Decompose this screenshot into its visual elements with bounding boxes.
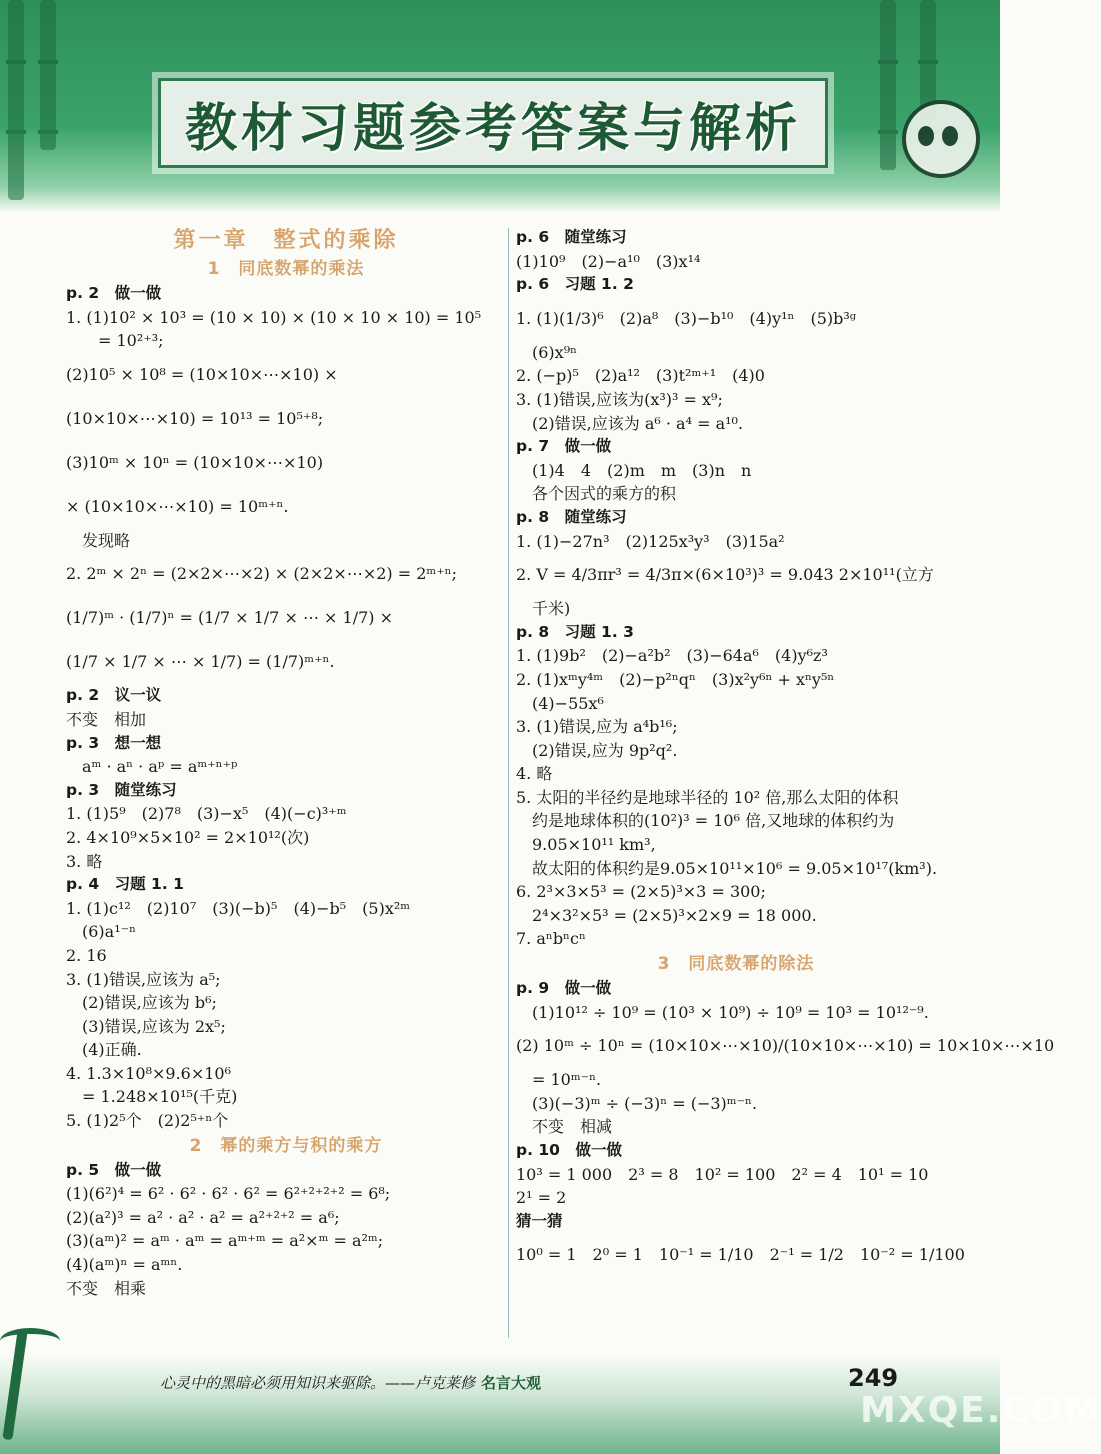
left-column	[66, 226, 506, 1300]
answer-line: (4)(aᵐ)ⁿ = aᵐⁿ.	[66, 1255, 183, 1275]
answer-line: aᵐ · aⁿ · aᵖ = aᵐ⁺ⁿ⁺ᵖ	[82, 757, 238, 777]
answer-line: (6)a¹⁻ⁿ	[82, 922, 136, 942]
page-title: 教材习题参考答案与解析	[184, 98, 801, 159]
answer-line: 3. 略	[66, 851, 103, 871]
right-column	[516, 226, 1055, 1277]
answer-line: 3. (1)错误,应该为 a⁵;	[66, 969, 221, 989]
answer-line: 10⁰ = 1 2⁰ = 1 10⁻¹ = 1/10 2⁻¹ = 1/2 10⁻² = 1/100	[516, 1245, 965, 1265]
answer-line: × (10×10×⋯×10) = 10ᵐ⁺ⁿ.	[66, 496, 289, 516]
quote-text: 心灵中的黑暗必须用知识来驱除。——卢克莱修	[160, 1374, 476, 1392]
answer-line: 2. 4×10⁹×5×10² = 2×10¹²(次)	[66, 827, 310, 847]
answer-line: (2) 10ᵐ ÷ 10ⁿ = (10×10×⋯×10)/(10×10×⋯×10) = 10×10×⋯×10	[516, 1036, 1055, 1056]
exercise-heading: p. 10 做一做	[516, 1141, 622, 1159]
answer-line: (6)x⁹ⁿ	[532, 342, 578, 362]
answer-line: (2)10⁵ × 10⁸ = (10×10×⋯×10) ×	[66, 364, 338, 384]
answer-line: (1)10⁹ (2)−a¹⁰ (3)x¹⁴	[516, 251, 701, 271]
exercise-heading: p. 8 习题 1. 3	[516, 622, 634, 641]
quote-tag: 名言大观	[481, 1374, 542, 1392]
answer-line: (2)错误,应为 9p²q².	[532, 740, 678, 760]
section-title: 2 幂的乘方与积的乘方	[189, 1135, 383, 1156]
panda-icon	[902, 100, 980, 178]
answer-line: (3)(aᵐ)² = aᵐ · aᵐ = aᵐ⁺ᵐ = a²×ᵐ = a²ᵐ;	[66, 1231, 384, 1251]
answer-line: 不变 相加	[66, 709, 147, 729]
answer-line: 1. (1)−27n³ (2)125x³y³ (3)15a²	[516, 531, 785, 551]
bamboo-decoration	[880, 0, 896, 170]
exercise-heading: p. 7 做一做	[516, 437, 612, 456]
answer-line: (1/7)ᵐ · (1/7)ⁿ = (1/7 × 1/7 × ⋯ × 1/7) ×	[66, 608, 393, 628]
answer-line: = 1.248×10¹⁵(千克)	[82, 1087, 238, 1107]
exercise-heading: p. 6 习题 1. 2	[516, 275, 634, 294]
exercise-heading: p. 3 随堂练习	[66, 780, 177, 799]
answer-line: 不变 相乘	[66, 1278, 147, 1298]
answer-line: 5. (1)2⁵个 (2)2⁵⁺ⁿ个	[66, 1111, 229, 1131]
answer-line: 3. (1)错误,应为 a⁴b¹⁶;	[516, 717, 678, 737]
answer-line: 1. (1)(1/3)⁶ (2)a⁸ (3)−b¹⁰ (4)y¹ⁿ (5)b³ᵍ	[516, 308, 857, 328]
answer-line: (3)(−3)ᵐ ÷ (−3)ⁿ = (−3)ᵐ⁻ⁿ.	[532, 1093, 758, 1113]
exercise-heading: p. 4 习题 1. 1	[66, 875, 184, 894]
bamboo-decoration	[8, 0, 24, 200]
answer-line: (4)正确.	[82, 1040, 142, 1060]
answer-line: 3. (1)错误,应该为(x³)³ = x⁹;	[516, 389, 723, 409]
exercise-heading: p. 3 想一想	[66, 733, 162, 752]
answer-line: 发现略	[82, 530, 131, 550]
palm-leaf-icon	[0, 1328, 60, 1354]
answer-line: 千米)	[532, 599, 571, 619]
answer-line: 1. (1)10² × 10³ = (10 × 10) × (10 × 10 × 10) = 10⁵	[66, 307, 482, 327]
footer-quote	[160, 1372, 541, 1393]
answer-line: (3)10ᵐ × 10ⁿ = (10×10×⋯×10)	[66, 452, 324, 472]
answer-line: 1. (1)5⁹ (2)7⁸ (3)−x⁵ (4)(−c)³⁺ᵐ	[66, 804, 347, 824]
answer-line: = 10ᵐ⁻ⁿ.	[532, 1070, 602, 1090]
answer-line: (1)10¹² ÷ 10⁹ = (10³ × 10⁹) ÷ 10⁹ = 10³ = 10¹²⁻⁹.	[532, 1002, 929, 1022]
answer-line: 不变 相减	[532, 1117, 613, 1137]
answer-line: 1. (1)9b² (2)−a²b² (3)−64a⁶ (4)y⁶z³	[516, 646, 828, 666]
answer-line: 2. V = 4/3πr³ = 4/3π×(6×10³)³ = 9.043 2×10¹¹(立方	[516, 565, 934, 585]
answer-line: 2. 16	[66, 945, 107, 965]
answer-line: 1. (1)c¹² (2)10⁷ (3)(−b)⁵ (4)−b⁵ (5)x²ᵐ	[66, 898, 411, 918]
answer-line: 2. (1)xᵐy⁴ᵐ (2)−p²ⁿqⁿ (3)x²y⁶ⁿ + xⁿy⁵ⁿ	[516, 669, 835, 689]
answer-line: (2)错误,应该为 a⁶ · a⁴ = a¹⁰.	[532, 413, 744, 433]
section-title: 1 同底数幂的乘法	[207, 259, 365, 279]
exercise-heading: p. 5 做一做	[66, 1160, 162, 1179]
exercise-heading: 猜一猜	[516, 1211, 563, 1230]
answer-line: (4)−55x⁶	[532, 693, 604, 713]
bamboo-decoration	[40, 0, 56, 150]
answer-line: 10³ = 1 000 2³ = 8 10² = 100 2² = 4 10¹ = 10	[516, 1164, 929, 1184]
answer-line: 6. 2³×3×5³ = (2×5)³×3 = 300;	[516, 882, 766, 902]
answer-line: 4. 略	[516, 764, 553, 784]
answer-line: (3)错误,应该为 2x⁵;	[82, 1016, 226, 1036]
answer-line: 9.05×10¹¹ km³,	[532, 835, 656, 855]
answer-line: 7. aⁿbⁿcⁿ	[516, 929, 586, 949]
chapter-title: 第一章 整式的乘除	[173, 228, 399, 253]
answer-line: (1)(6²)⁴ = 6² · 6² · 6² · 6² = 6²⁺²⁺²⁺² = 6⁸;	[66, 1184, 391, 1204]
answer-line: 2⁴×3²×5³ = (2×5)³×2×9 = 18 000.	[532, 905, 817, 925]
answer-line: 故太阳的体积约是9.05×10¹¹×10⁶ = 9.05×10¹⁷(km³).	[532, 858, 938, 878]
page-number: 249	[848, 1364, 899, 1392]
answer-line: 2. 2ᵐ × 2ⁿ = (2×2×⋯×2) × (2×2×⋯×2) = 2ᵐ⁺ⁿ;	[66, 564, 457, 584]
exercise-heading: p. 9 做一做	[516, 979, 612, 998]
answer-line: 4. 1.3×10⁸×9.6×10⁶	[66, 1063, 232, 1083]
answer-line: 2. (−p)⁵ (2)a¹² (3)t²ᵐ⁺¹ (4)0	[516, 366, 765, 386]
answer-line: 2¹ = 2	[516, 1188, 567, 1208]
exercise-heading: p. 6 随堂练习	[516, 228, 627, 246]
answer-line: (2)(a²)³ = a² · a² · a² = a²⁺²⁺² = a⁶;	[66, 1207, 340, 1227]
column-divider	[508, 228, 509, 1338]
exercise-heading: p. 8 随堂练习	[516, 507, 627, 526]
answer-line: = 10²⁺³;	[98, 331, 164, 351]
title-box	[158, 78, 828, 168]
answer-line: 各个因式的乘方的积	[532, 484, 677, 504]
header-banner	[0, 0, 1000, 212]
exercise-heading: p. 2 做一做	[66, 284, 162, 302]
answer-line: 5. 太阳的半径约是地球半径的 10² 倍,那么太阳的体积	[516, 787, 899, 807]
answer-line: (10×10×⋯×10) = 10¹³ = 10⁵⁺⁸;	[66, 408, 324, 428]
exercise-heading: p. 2 议一议	[66, 686, 162, 705]
answer-line: 约是地球体积的(10²)³ = 10⁶ 倍,又地球的体积约为	[532, 811, 895, 831]
section-title: 3 同底数幂的除法	[657, 954, 815, 975]
answer-line: (2)错误,应该为 b⁶;	[82, 993, 217, 1013]
watermark: MXQE.COM	[860, 1390, 1101, 1431]
answer-line: (1)4 4 (2)m m (3)n n	[532, 460, 752, 480]
answer-line: (1/7 × 1/7 × ⋯ × 1/7) = (1/7)ᵐ⁺ⁿ.	[66, 652, 335, 672]
